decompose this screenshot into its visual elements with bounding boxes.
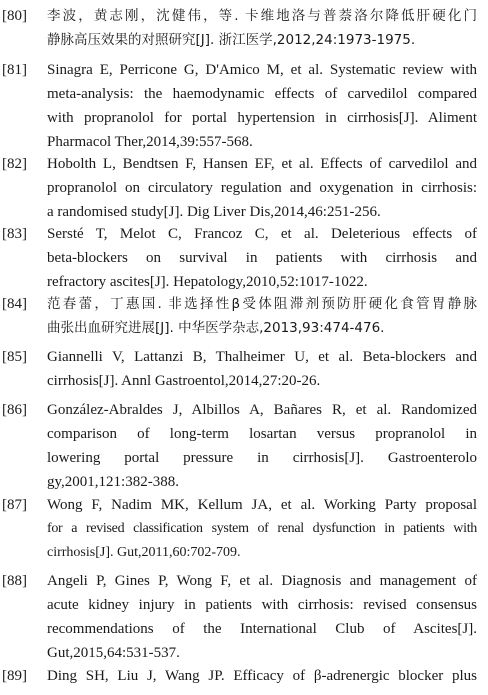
reference-text-line: Sinagra E, Perricone G, D'Amico M, et al. Systematic review with (47, 62, 477, 78)
reference-text-line: comparison of long-term losartan versus propranolol in (47, 426, 477, 442)
reference-number: [85] (2, 349, 27, 365)
reference-number: [82] (2, 156, 27, 172)
reference-text-line: gy,2001,121:382-388. (47, 474, 179, 490)
reference-number: [89] (2, 668, 27, 684)
reference-text-line: meta-analysis: the haemodynamic effects of carvedilol compared (47, 86, 477, 102)
reference-number: [86] (2, 402, 27, 418)
reference-text-line: propranolol on circulatory regulation and oxygenation in cirrhosis: (47, 180, 477, 196)
reference-text-line: beta-blockers on survival in patients with cirrhosis and (47, 250, 477, 266)
reference-text-line: cirrhosis[J]. Gut,2011,60:702-709. (47, 545, 241, 560)
reference-text-line: Wong F, Nadim MK, Kellum JA, et al. Working Party proposal (47, 497, 477, 513)
reference-text-line: lowering portal pressure in cirrhosis[J]. Gastroenterolo (47, 450, 477, 466)
reference-text-line: Hobolth L, Bendtsen F, Hansen EF, et al. Effects of carvedilol and (47, 156, 477, 172)
reference-text-line: 静脉高压效果的对照研究[J]. 浙江医学,2012,24:1973-1975. (47, 32, 416, 48)
reference-text-line: with propranolol for portal hypertension in cirrhosis[J]. Aliment (47, 110, 477, 126)
reference-number: [88] (2, 573, 27, 589)
reference-text-line: 李波，黄志刚，沈健伟，等. 卡维地洛与普萘洛尔降低肝硬化门 (47, 8, 477, 24)
reference-text-line: a randomised study[J]. Dig Liver Dis,2014,46:251-256. (47, 204, 381, 220)
reference-text-line: González-Abraldes J, Albillos A, Bañares R, et al. Randomized (47, 402, 477, 418)
reference-text-line: Ding SH, Liu J, Wang JP. Efficacy of β-adrenergic blocker plus (47, 668, 477, 684)
reference-text-line: Gut,2015,64:531-537. (47, 645, 180, 661)
reference-text-line: Angeli P, Gines P, Wong F, et al. Diagnosis and management of (47, 573, 477, 589)
reference-number: [80] (2, 8, 27, 24)
reference-text-line: 曲张出血研究进展[J]. 中华医学杂志,2013,93:474-476. (47, 320, 385, 336)
reference-text-line: Giannelli V, Lattanzi B, Thalheimer U, et al. Beta-blockers and (47, 349, 477, 365)
reference-text-line: Sersté T, Melot C, Francoz C, et al. Deleterious effects of (47, 226, 477, 242)
reference-text-line: 范春蕾，丁惠国. 非选择性β受体阻滞剂预防肝硬化食管胃静脉 (47, 296, 477, 312)
reference-text-line: cirrhosis[J]. Annl Gastroentol,2014,27:20-26. (47, 373, 321, 389)
reference-text-line: for a revised classification system of renal dysfunction in patients with (47, 521, 477, 536)
reference-number: [83] (2, 226, 27, 242)
reference-number: [84] (2, 296, 27, 312)
reference-number: [87] (2, 497, 27, 513)
reference-number: [81] (2, 62, 27, 78)
reference-text-line: refractory ascites[J]. Hepatology,2010,52:1017-1022. (47, 274, 368, 290)
reference-text-line: recommendations of the International Club of Ascites[J]. (47, 621, 477, 637)
reference-text-line: acute kidney injury in patients with cirrhosis: revised consensus (47, 597, 477, 613)
reference-text-line: Pharmacol Ther,2014,39:557-568. (47, 134, 253, 150)
